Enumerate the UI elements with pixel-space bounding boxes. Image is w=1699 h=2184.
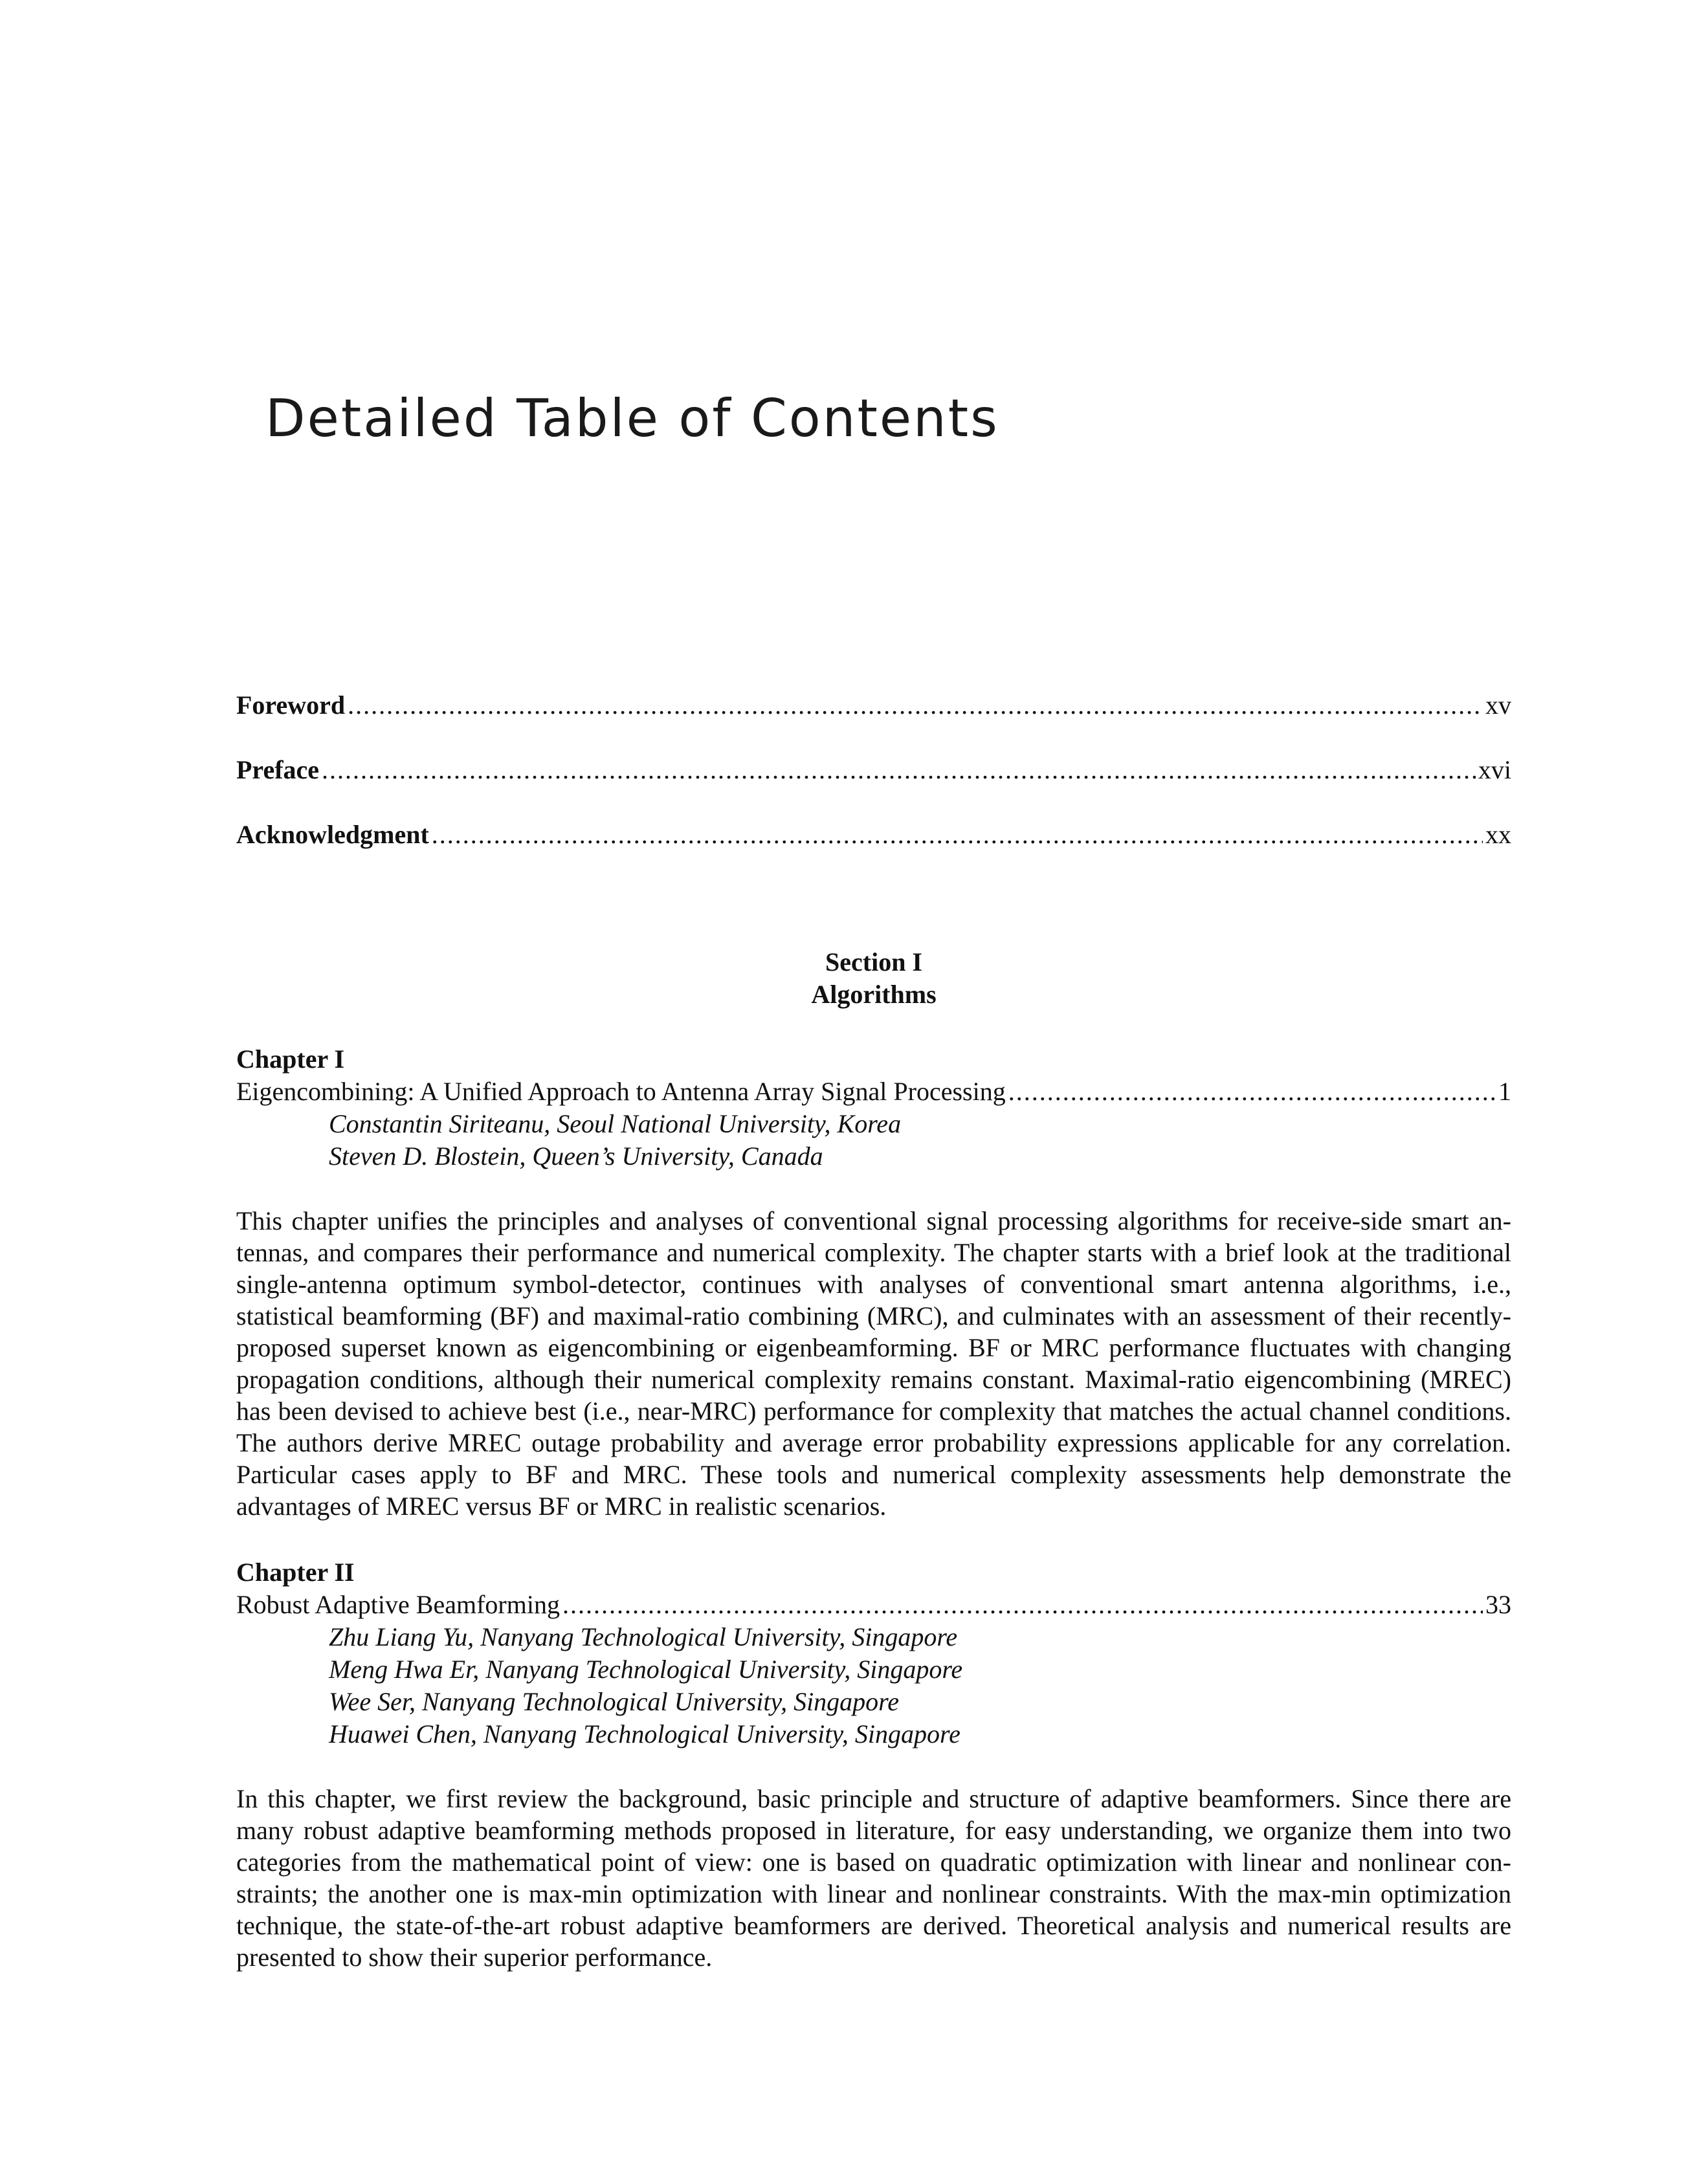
dot-leader	[562, 1589, 1483, 1621]
author-line: Meng Hwa Er, Nanyang Technological University, Singapore	[329, 1655, 963, 1684]
author-line: Zhu Liang Yu, Nanyang Technological University, Singapore	[329, 1622, 958, 1651]
toc-entry-title: Foreword	[236, 690, 346, 720]
section-number: Section I	[825, 947, 922, 976]
toc-entry-page: xvi	[1478, 755, 1511, 784]
toc-entry-page: xv	[1485, 690, 1511, 720]
dot-leader	[348, 689, 1483, 722]
page-title: Detailed Table of Contents	[265, 388, 999, 448]
author-line: Huawei Chen, Nanyang Technological University, Singapore	[329, 1719, 961, 1748]
section-name: Algorithms	[811, 980, 937, 1009]
toc-entry-title: Preface	[236, 755, 320, 784]
toc-entry-preface[interactable]	[236, 754, 1511, 786]
chapter-title-entry[interactable]	[236, 1075, 1511, 1108]
toc-entry-page: xx	[1485, 820, 1511, 849]
toc-entry-title: Acknowledgment	[236, 820, 429, 849]
chapter-title: Eigencombining: A Unified Approach to Antenna Array Signal Processing	[236, 1077, 1006, 1106]
dot-leader	[1008, 1075, 1496, 1108]
chapter-label: Chapter I	[236, 1044, 345, 1074]
chapter-title-entry[interactable]	[236, 1589, 1511, 1621]
chapter-authors	[236, 1108, 1511, 1173]
chapter-abstract: In this chapter, we first review the background, basic principle and structure of adaptive beamformers. Since there are many robust adaptive beamforming methods proposed in literature, for easy understanding, we organize them into two categories from the mathematical point of view: one is based on quadratic optimization with linear and nonlinear constraints; the another one is max-min optimization with linear and nonlinear constraints. With the max-min optimization technique, the state-of-the-art robust adaptive beamformers are derived. Theoretical analysis and numerical results are presented to show their superior performance.	[236, 1784, 1511, 1972]
author-line: Constantin Siriteanu, Seoul National University, Korea	[329, 1109, 902, 1138]
chapter-abstract: This chapter unifies the principles and analyses of conventional signal processing algorithms for receive-side smart antennas, and compares their performance and numerical complexity. The chapter starts with a brief look at the traditional single-antenna optimum symbol-detector, continues with analyses of conventional smart antenna algorithms, i.e., statistical beamforming (BF) and maximal-ratio combining (MRC), and culminates with an assessment of their recently-proposed superset known as eigencombining or eigenbeamforming. BF or MRC performance fluctuates with changing propagation conditions, although their numerical complexity remains constant. Maximal-ratio eigencombining (MREC) has been devised to achieve best (i.e., near-MRC) performance for complexity that matches the actual channel conditions. The authors derive MREC outage probability and average error probability expressions applicable for any correlation. Particular cases apply to BF and MRC. These tools and numerical complexity assessments help demonstrate the advantages of MREC versus BF or MRC in realistic scenarios.	[236, 1206, 1511, 1521]
section-heading	[236, 946, 1511, 1011]
toc-entry-foreword[interactable]	[236, 689, 1511, 722]
chapter-title: Robust Adaptive Beamforming	[236, 1590, 560, 1619]
toc-entry-acknowledgment[interactable]	[236, 819, 1511, 851]
author-line: Steven D. Blostein, Queen’s University, Canada	[329, 1142, 823, 1171]
chapter-page: 1	[1498, 1077, 1511, 1106]
dot-leader	[322, 754, 1476, 786]
chapter-1	[236, 1043, 1511, 1522]
dot-leader	[432, 819, 1483, 851]
chapter-authors	[236, 1621, 1511, 1750]
chapter-label: Chapter II	[236, 1558, 355, 1587]
chapter-2	[236, 1556, 1511, 1973]
chapter-page: 33	[1485, 1590, 1511, 1619]
author-line: Wee Ser, Nanyang Technological University, Singapore	[329, 1687, 900, 1716]
